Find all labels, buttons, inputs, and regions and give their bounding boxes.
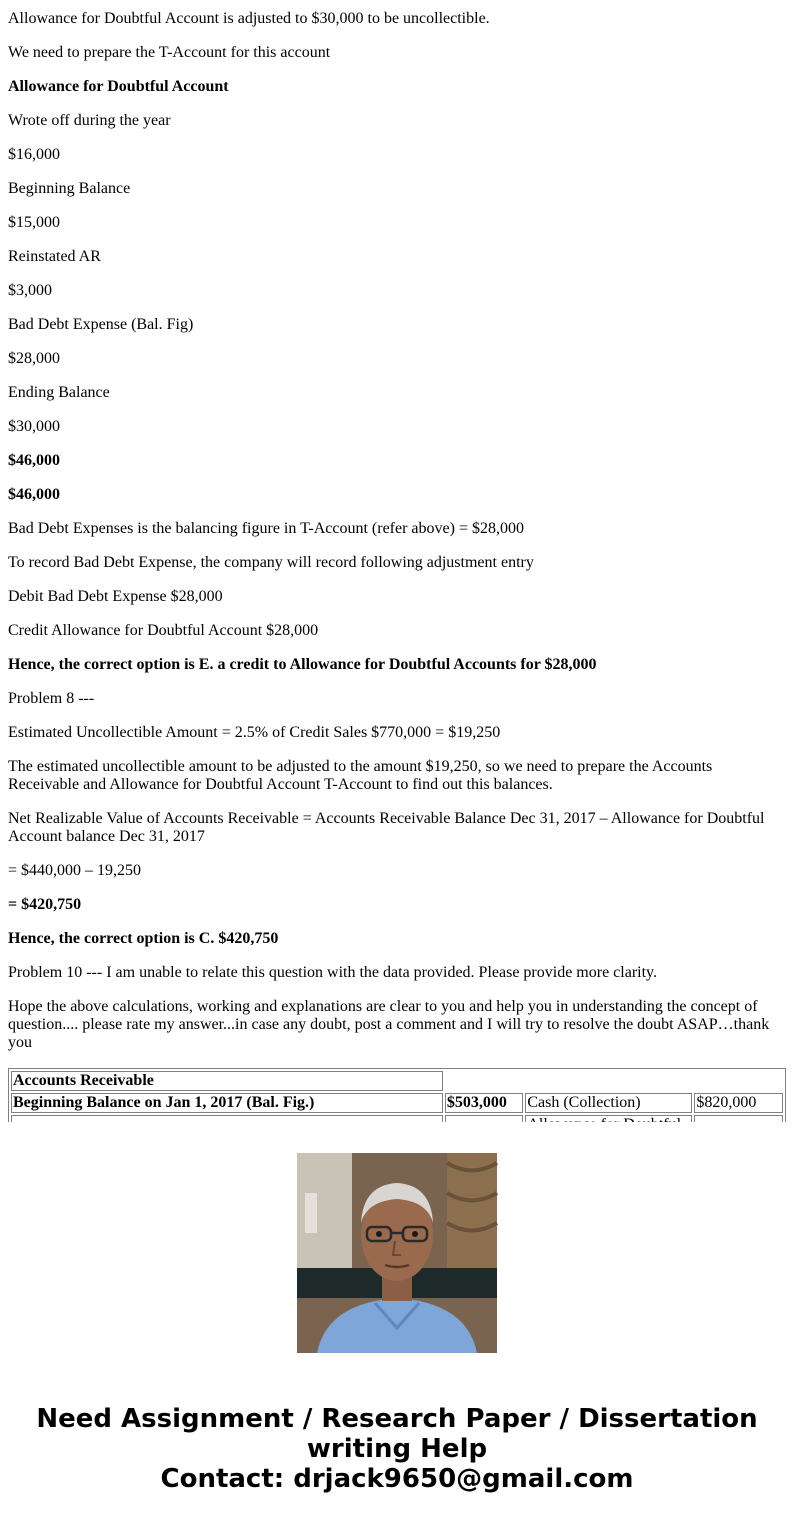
paragraph: We need to prepare the T-Account for this account	[8, 44, 331, 61]
promo-contact-email: Contact: drjack9650@gmail.com	[160, 1464, 634, 1494]
author-portrait-image	[297, 1153, 497, 1353]
credit-label-cell: Cash (Collection)	[525, 1093, 692, 1113]
paragraph: Bad Debt Expenses is the balancing figure in T-Account (refer above) = $28,000	[8, 520, 524, 537]
table-title-row	[11, 1071, 783, 1091]
paragraph: $15,000	[8, 214, 60, 231]
paragraph: Net Realizable Value of Accounts Receivable = Accounts Receivable Balance Dec 31, 2017 – Allowance for Doubtful Account balance Dec 31, 2017	[8, 810, 765, 845]
promo-line-2: writing Help	[306, 1434, 488, 1464]
article-content	[8, 0, 786, 1122]
paragraph: = $420,750	[8, 896, 82, 913]
paragraph: Hence, the correct option is C. $420,750	[8, 930, 279, 947]
table-title: Accounts Receivable	[11, 1071, 443, 1091]
paragraph: $28,000	[8, 350, 60, 367]
paragraph: Estimated Uncollectible Amount = 2.5% of Credit Sales $770,000 = $19,250	[8, 724, 501, 741]
paragraph: $46,000	[8, 452, 60, 469]
paragraph: Problem 8 ---	[8, 690, 95, 707]
paragraph: = $440,000 – 19,250	[8, 862, 142, 879]
paragraph: Allowance for Doubtful Account	[8, 78, 229, 95]
credit-amount-cell: $820,000	[694, 1093, 783, 1113]
promo-footer	[0, 1122, 794, 1523]
author-avatar	[297, 1153, 497, 1353]
paragraph: Hence, the correct option is E. a credit to Allowance for Doubtful Accounts for $28,000	[8, 656, 597, 673]
paragraph: Bad Debt Expense (Bal. Fig)	[8, 316, 194, 333]
paragraph: Reinstated AR	[8, 248, 101, 265]
debit-label-cell: Beginning Balance on Jan 1, 2017 (Bal. Fig.)	[11, 1093, 443, 1113]
paragraph: Problem 10 --- I am unable to relate this question with the data provided. Please provide more clarity.	[8, 964, 657, 981]
paragraph: Allowance for Doubtful Account is adjusted to $30,000 to be uncollectible.	[8, 10, 490, 27]
paragraph: Ending Balance	[8, 384, 110, 401]
table-row	[11, 1093, 783, 1113]
promo-line-1: Need Assignment / Research Paper / Dissertation	[36, 1404, 758, 1434]
debit-amount-cell: $503,000	[445, 1093, 524, 1113]
paragraph: $16,000	[8, 146, 60, 163]
paragraph: To record Bad Debt Expense, the company will record following adjustment entry	[8, 554, 534, 571]
paragraph: Beginning Balance	[8, 180, 131, 197]
article-body	[8, 10, 786, 1052]
promo-text	[0, 1404, 794, 1494]
paragraph: Hope the above calculations, working and explanations are clear to you and help you in understanding the concept of question.... please rate my answer...in case any doubt, post a comment and I will try to resolve the doubt ASAP…thank you	[8, 998, 770, 1051]
paragraph: Debit Bad Debt Expense $28,000	[8, 588, 223, 605]
paragraph: $3,000	[8, 282, 52, 299]
paragraph: $30,000	[8, 418, 60, 435]
paragraph: $46,000	[8, 486, 60, 503]
paragraph: Wrote off during the year	[8, 112, 171, 129]
paragraph: Credit Allowance for Doubtful Account $28,000	[8, 622, 319, 639]
paragraph: The estimated uncollectible amount to be adjusted to the amount $19,250, so we need to prepare the Accounts Receivable and Allowance for Doubtful Account T-Account to find out this balances.	[8, 758, 713, 793]
